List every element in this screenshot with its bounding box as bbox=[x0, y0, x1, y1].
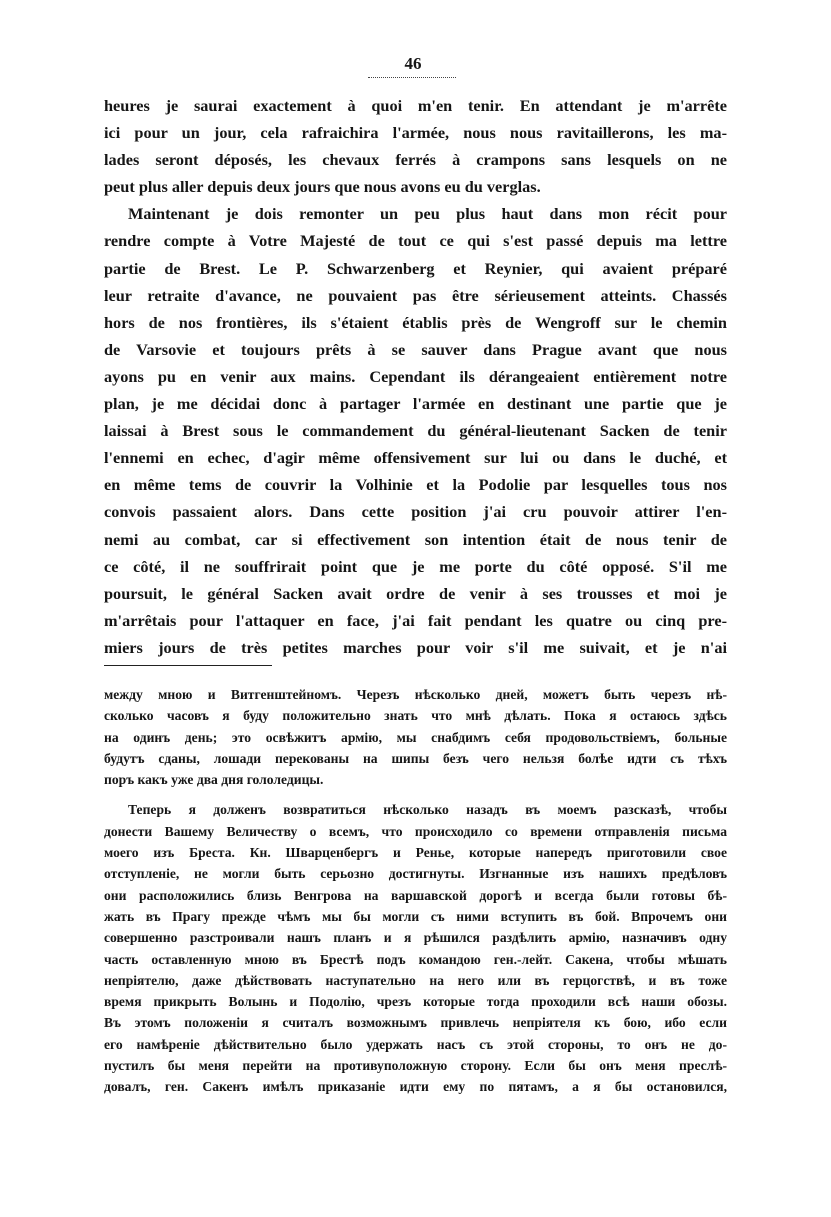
russian-translation-block bbox=[104, 684, 727, 1098]
translation-line: отступленіе, не могли быть серьозно достигнуты. Изгнанные изъ нашихъ предѣловъ bbox=[104, 866, 727, 882]
text-line: lades seront déposés, les chevaux ferrés à crampons sans lesquels on ne bbox=[104, 150, 727, 170]
text-line: Maintenant je dois remonter un peu plus haut dans mon récit pour bbox=[128, 204, 727, 224]
text-line: leur retraite d'avance, ne pouvaient pas être sérieusement atteints. Chassés bbox=[104, 285, 727, 305]
french-text-block bbox=[104, 92, 727, 661]
translation-line: поръ какъ уже два дня гололедицы. bbox=[104, 772, 324, 788]
text-line: rendre compte à Votre Majesté de tout ce qui s'est passé depuis ma lettre bbox=[104, 231, 727, 251]
translation-line: между мною и Витгенштейномъ. Черезъ нѣсколько дней, можетъ быть черезъ нѣ- bbox=[104, 687, 727, 702]
translation-line: моего изъ Бреста. Кн. Шварценбергъ и Ренье, которые напередъ приготовили свое bbox=[104, 845, 727, 861]
text-line: heures je saurai exactement à quoi m'en tenir. En attendant je m'arrête bbox=[104, 96, 727, 115]
translation-line: донести Вашему Величеству о всемъ, что происходило со времени отправленія письма bbox=[104, 823, 727, 839]
text-line: en même tems de couvrir la Volhinie et la Podolie par lesquelles tous nos bbox=[104, 475, 727, 495]
text-line: de Varsovie et toujours prêts à se sauver dans Prague avant que nous bbox=[104, 339, 727, 359]
translation-line: сколько часовъ я буду положительно знать что мнѣ дѣлать. Пока я остаюсь здѣсь bbox=[104, 708, 727, 724]
text-line: poursuit, le général Sacken avait ordre de venir à ses trousses et moi je bbox=[104, 583, 727, 603]
paragraph bbox=[104, 684, 727, 790]
paragraph bbox=[104, 92, 727, 200]
paragraph bbox=[104, 200, 727, 661]
text-line: ici pour un jour, cela rafraichira l'armée, nous nous ravitaillerons, les ma- bbox=[104, 123, 727, 143]
text-line: hors de nos frontières, ils s'étaient établis près de Wengroff sur le chemin bbox=[104, 312, 727, 332]
translation-line: пустилъ бы меня перейти на противуположную сторону. Если бы онъ меня преслѣ- bbox=[104, 1058, 727, 1074]
text-line: peut plus aller depuis deux jours que nous avons eu du verglas. bbox=[104, 177, 541, 197]
text-line: convois passaient alors. Dans cette position j'ai cru pouvoir attirer l'en- bbox=[104, 502, 727, 522]
text-line: nemi au combat, car si effectivement son intention était de nous tenir de bbox=[104, 529, 727, 549]
paragraph bbox=[104, 799, 727, 1097]
text-line: ce côté, il ne souffrirait point que je me porte du côté opposé. S'il me bbox=[104, 556, 727, 576]
text-line: m'arrêtais pour l'attaquer en face, j'ai fait pendant les quatre ou cinq pre- bbox=[104, 610, 727, 630]
translation-line: время прикрыть Волынь и Подолію, чрезъ которые тогда проходили всѣ наши обозы. bbox=[104, 994, 727, 1010]
page-number-rule bbox=[368, 77, 456, 78]
translation-line: Въ этомъ положеніи я считалъ возможнымъ привлечь непріятеля къ бою, ибо если bbox=[104, 1015, 727, 1031]
translation-line: на одинъ день; это освѣжитъ армію, мы снабдимъ себя продовольствіемъ, больные bbox=[104, 729, 727, 745]
translation-line: довалъ, ген. Сакенъ имѣлъ приказаніе идти ему по пятамъ, а я бы остановился, bbox=[104, 1079, 727, 1095]
text-line: l'ennemi en echec, d'agir même offensivement sur lui ou dans le duché, et bbox=[104, 448, 727, 468]
text-line: plan, je me décidai donc à partager l'armée en destinant une partie que je bbox=[104, 394, 727, 414]
translation-line: Теперь я долженъ возвратиться нѣсколько назадъ въ моемъ разсказѣ, чтобы bbox=[128, 802, 727, 818]
translation-line: непріятелю, даже дѣйствовать наступательно на него или въ герцогствѣ, и въ тоже bbox=[104, 972, 727, 988]
text-line: ayons pu en venir aux mains. Cependant ils dérangeaient entièrement notre bbox=[104, 366, 727, 386]
page-number: 46 bbox=[404, 54, 422, 73]
paragraph-gap bbox=[104, 790, 727, 799]
footnote-separator-rule bbox=[104, 665, 272, 666]
translation-line: жать въ Прагу прежде чѣмъ мы бы могли съ ними вступить въ бой. Впрочемъ они bbox=[104, 908, 727, 924]
translation-line: часть оставленную мною въ Брестѣ подъ командою ген.-лейт. Сакена, чтобы мѣшать bbox=[104, 951, 727, 967]
translation-line: совершенно разстроивали нашъ планъ и я рѣшился раздѣлить армію, назначивъ одну bbox=[104, 930, 727, 946]
text-line: partie de Brest. Le P. Schwarzenberg et Reynier, qui avaient préparé bbox=[104, 258, 727, 278]
text-line: miers jours de très petites marches pour voir s'il me suivait, et je n'ai bbox=[104, 637, 727, 657]
text-line: laissai à Brest sous le commandement du général-lieutenant Sacken de tenir bbox=[104, 421, 727, 441]
translation-line: будутъ сданы, лошади перекованы на шипы безъ чего нельзя болѣе идти съ тѣхъ bbox=[104, 750, 727, 766]
translation-line: они расположились близь Венгрова на варшавской дорогѣ и всегда были готовы бѣ- bbox=[104, 887, 727, 903]
translation-line: его намѣреніе дѣйствительно было удержать насъ съ этой стороны, то онъ не до- bbox=[104, 1036, 727, 1052]
